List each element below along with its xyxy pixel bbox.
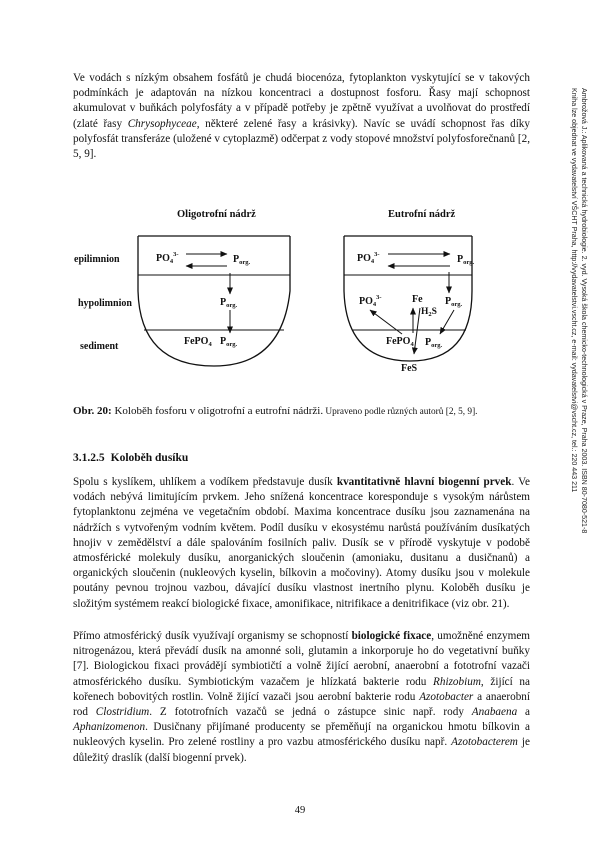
- publication-margin-note: [568, 88, 588, 533]
- olig-porg: $P_{org.}$: [233, 254, 251, 266]
- section-heading: [73, 452, 194, 464]
- margin-note-line-1: Ambrožová J.: Aplikovaná a technická hydrobiologie. 2. vyd. Vysoká škola chemicko-technologická v Praze, Praha 2003. ISBN 80-7080-521-8: [580, 88, 588, 534]
- olig-porg-sediment: $P_{org.}$: [220, 336, 238, 348]
- eutr-porg-sediment: $P_{org.}$: [425, 337, 443, 349]
- figure-caption: Obr. 20: Koloběh fosforu v oligotrofní a eutrofní nádrži. Upraveno podle různých autorů [2, 5, 9].: [73, 405, 478, 417]
- eutr-porg: $P_{org.}$: [457, 254, 475, 266]
- olig-po4: $PO_4^{3-}$: [156, 251, 179, 265]
- eutr-porg-hypolimnion: $P_{org.}$: [445, 296, 463, 308]
- label-sediment: sediment: [80, 341, 119, 352]
- olig-porg-hypolimnion: $P_{org.}$: [220, 297, 238, 309]
- title-oligotrophic: Oligotrofní nádrž: [177, 209, 256, 220]
- phosphorus-cycle-figure: [70, 196, 475, 396]
- eutr-arrow-to-fes: [414, 308, 420, 354]
- eutr-fepo4: FePO$_4$: [386, 336, 414, 348]
- eutr-po4-hypolimnion: $PO_4^{3-}$: [359, 294, 382, 308]
- label-epilimnion: epilimnion: [74, 254, 120, 265]
- eutr-fe: Fe: [412, 294, 423, 305]
- olig-fepo4: FePO$_4$: [184, 336, 212, 348]
- eutr-fes: FeS: [401, 363, 418, 374]
- title-eutrophic: Eutrofní nádrž: [388, 209, 456, 220]
- eutr-po4: $PO_4^{3-}$: [357, 251, 380, 265]
- margin-note-line-2: Kniha lze objednat ve vydavatelství VŠCHT Praha, http://vydavatelstvi.vscht.cz, e-mail: vydavatelstvi@vscht.cz, tel.: 220 443 211: [570, 88, 579, 493]
- paragraph-phosphates: Ve vodách s nízkým obsahem fosfátů je chudá biocenóza, fytoplankton vyskytující se v takových podmínkách je adaptován na nízkou koncentraci a dostupnost fosforu. Řasy mají schopnost akumulovat v buňkách polyfosfáty a v případě potřeby je zpětně využívat a uvolňovat do prostředí (zlaté řasy Chrysophyceae, některé zelené řasy a krásivky). Navíc se uvádí schopnost řas díky polyfosfát transferáze (uložené v cytoplazmě) odčerpat z vody stopové množství polyfosforečnanů [2, 5, 9].: [73, 72, 530, 161]
- section-number: 3.1.2.5: [73, 452, 105, 464]
- label-hypolimnion: hypolimnion: [78, 298, 132, 309]
- paragraph-nitrogen-fixation: Přímo atmosférický dusík využívají organismy se schopností biologické fixace, umožněné enzymem nitrogenázou, která převádí dusík na amonné soli, glutamin a inkorporuje ho do vegetativní buňky [7]. Biologickou fixaci provádějí symbiotičtí a volně žijící aerobní, anaerobní a fototrofní vazači atmosférického dusíku. Symbiotickým vazačem je hlízkatá bakterie rodu Rhizobium, žijící na kořenech bobovitých rostlin. Volně žijící vazači jsou aerobní bakterie rodu Azotobacter a anaerobní rod Clostridium. Z fototrofních vazačů se jedná o zástupce sinic např. rody Anabaena a Aphanizomenon. Dusičnany přijímané producenty se přeměňují na organickou hmotu bílkovin a nukleových kyselin. Pro zelené rostliny a pro vazbu atmosférického dusíku např. Azotobacterem je důležitý draslík (další biogenní prvek).: [73, 630, 530, 764]
- paragraph-nitrogen-intro: Spolu s kyslíkem, uhlíkem a vodíkem představuje dusík kvantitativně hlavní biogenní prvek. Ve vodách nebývá limitujícím prvkem. Jeho snížená koncentrace koresponduje s vysokým nárůstem fytoplanktonu zejména ve vegetačním období. Maxima koncentrace dusíku jsou zaznamenána na nádržích s vytvořeným vodním květem. Podíl dusíku v ekosystému narůstá používáním dusíkatých hnojiv v zemědělství a dále spalováním fosilních paliv. Dusík se v přírodě vyskytuje v podobě atmosférické molekuly dusíku, anorganických sloučenin (amoniaku, dusitanu a dusičnanů) a organických sloučenin (nukleových kyselin, bílkovin a močoviny). Atomy dusíku jsou v molekule poutány pevnou trojnou vazbou, dávající dusíku vlastnost inertního plynu. Koloběh dusíku je složitým systémem reakcí biologické fixace, amonifikace, nitrifikace a denitrifikace (viz obr. 21).: [73, 476, 530, 610]
- page-number: 49: [294, 805, 306, 816]
- phosphorus-cycle-diagram: [70, 196, 475, 391]
- eutr-h2s: $H_2S$: [421, 307, 437, 318]
- section-title: Koloběh dusíku: [110, 452, 189, 464]
